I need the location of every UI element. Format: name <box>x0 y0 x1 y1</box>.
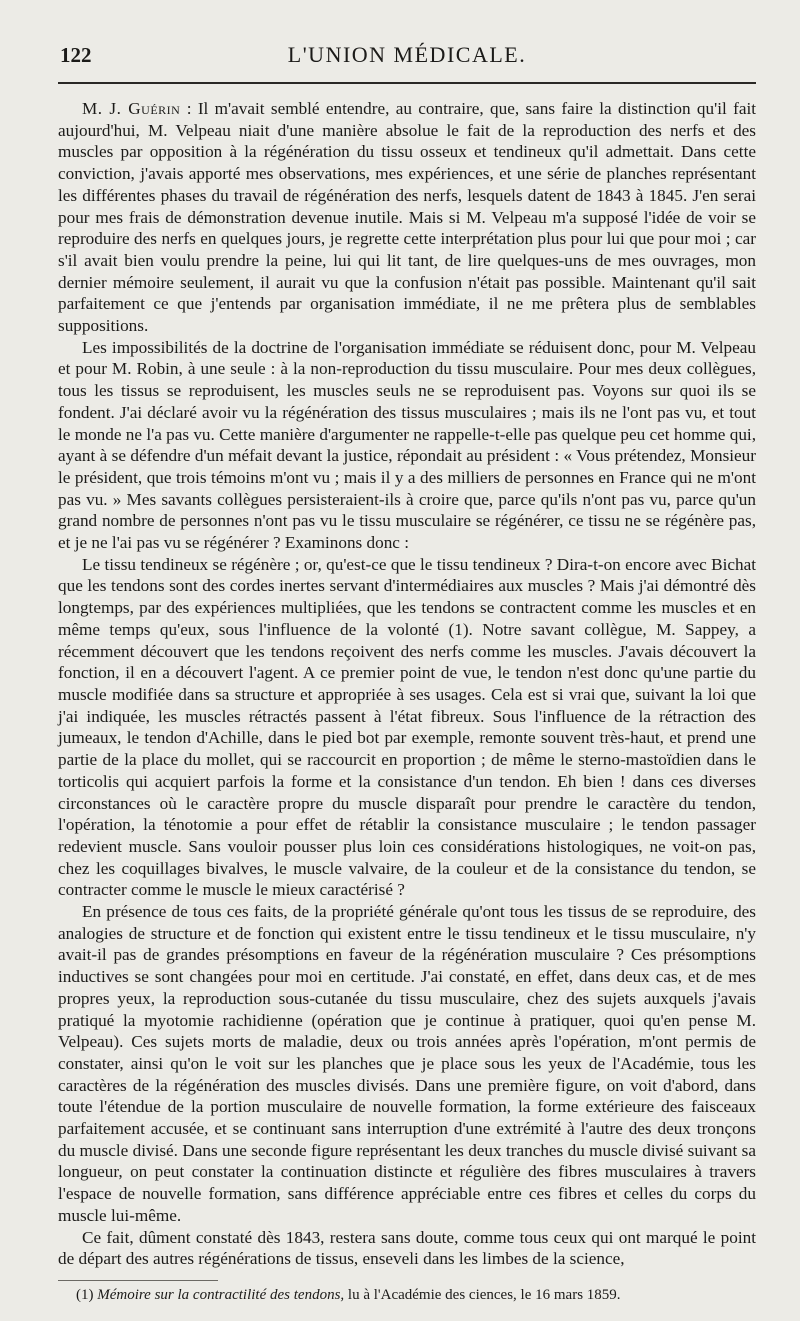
footnote-separator <box>58 1280 621 1304</box>
paragraph-tendon-tissue <box>58 554 756 901</box>
page-number: 122 <box>60 43 92 67</box>
page-header <box>58 42 756 84</box>
paragraph-text: Le tissu tendineux se régénère ; or, qu'est-ce que le tissu tendineux ? Dira-t-on encore avec Bichat que les tendons sont des cordes inertes servant d'intermédiaires aux muscles ? Mais j'ai démontré dès longtemps, par des expériences multipliées, que les tendons se contractent comme les muscles et en même temps qu'eux, sous l'influence de la volonté <box>58 554 756 639</box>
paragraph-text: : Il m'avait semblé entendre, au contraire, que, sans faire la distinction qu'il fait aujourd'hui, M. Velpeau niait d'une manière absolue le fait de la reproduction des nerfs et des muscles par opposition à la régénération du tissu osseux et tendineux qu'il admettait. Dans cette conviction, j'avais apporté mes observations, mes expériences, et une série de planches représentant les différentes phases du travail de régénération des nerfs, lesquels datent de 1843 à 1845. J'en serai pour mes frais de démonstration devenue inutile. Mais si M. Velpeau m'a supposé l'idée de voir se reproduire des nerfs en quelques jours, je regrette cette interprétation plus pour lui que pour moi ; car s'il avait bien voulu prendre la peine, lui qui lit tant, de lire quelques-uns de mes ouvrages, mon dernier mémoire seulement, il aurait vu que la confusion n'était pas possible. Maintenant qu'il sait parfaitement ce que j'entends par organisation immédiate, il ne me prêtera plus de semblables suppositions. <box>58 99 757 336</box>
paragraph-conclusion: Ce fait, dûment constaté dès 1843, restera sans doute, comme tous ceux qui ont marqué le point de départ des autres régénérations de tissus, enseveli dans les limbes de la science, <box>58 1227 756 1269</box>
paragraph-muscle-regeneration: En présence de tous ces faits, de la propriété générale qu'ont tous les tissus de se reproduire, des analogies de structure et de fonction qui existent entre le tissu tendineux et le tissu musculaire, n'y avait-il pas de grandes présomptions en faveur de la régénération musculaire ? Ces présomptions inductives se sont changées pour moi en certitude. J'ai constaté, en effet, dans deux cas, et de mes propres yeux, la reproduction sous-cutanée du tissu musculaire, chez des sujets auxquels j'avais pratiqué la myotomie rachidienne (opération que je continue à pratiquer, quoi qu'en pense M. Velpeau). Ces sujets morts de maladie, deux ou trois années après l'opération, m'ont permis de constater, ainsi qu'on le voit sur les planches que je place sous les yeux de l'Académie, tous les caractères de la régénération des muscles divisés. Dans une première figure, on voit d'abord, dans toute l'étendue de la portion musculaire de nouvelle formation, la forme extérieure des faisceaux parfaitement accusée, et se continuant sans interruption d'une extrémité à l'autre des deux tronçons du muscle divisé. Dans une seconde figure représentant les deux tranches du muscle divisé suivant sa longueur, on peut constater la continuation distincte et régulière des fibres musculaires à travers l'espace de nouvelle formation, sans différence appréciable entre ces fibres et celles du corps du muscle lui-même. <box>58 902 756 1225</box>
paragraph-impossibilities: Les impossibilités de la doctrine de l'organisation immédiate se réduisent donc, pour M. Velpeau et pour M. Robin, à une seule : à la non-reproduction du tissu musculaire. Pour mes deux collègues, tous les tissus se reproduisent, les muscles seuls ne se reproduisent pas. Voyons sur quoi ils se fondent. J'ai déclaré avoir vu la régénération des tissus musculaires ; mais ils ne l'ont pas vu, et tout le monde ne l'a pas vu. Cette manière d'argumenter ne rappelle-t-elle pas quelque peu cet homme qui, ayant à se défendre d'un méfait devant la justice, répondait au président : « Vous prétendez, Monsieur le président, que trois témoins m'ont vu ; mais il y a des milliers de personnes en France qui ne m'ont pas vu. » Mes savants collègues persisteraient-ils à croire que, parce qu'ils n'ont pas vu, parce qu'un grand nombre de personnes n'ont pas vu le tissu musculaire se régénérer, ce tissu ne se régénère pas, et je ne l'ai pas vu se régénérer ? Examinons donc : <box>58 337 756 553</box>
paragraph-text: . Notre savant collègue, M. Sappey, a récemment découvert que les tendons reçoivent des nerfs comme les muscles. J'avais découvert la fonction, il en a découvert l'agent. A ce premier point de vue, le tendon n'est donc qu'une partie du muscle modifiée dans sa structure et appropriée à ses usages. Cela est si vrai que, suivant la loi que j'ai indiquée, les muscles rétractés passent à l'état fibreux. Sous l'influence de la rétraction des jumeaux, le tendon d'Achille, dans le pied bot par exemple, remonte souvent très-haut, et prend une partie de la place du mollet, qui se raccourcit en proportion ; de même le sterno-mastoïdien dans le torticolis qui acquiert parfois la forme et la consistance d'un tendon. Eh bien ! dans ces diverses circonstances où le caractère propre du muscle disparaît pour prendre le caractère du tendon, l'opération, la ténotomie a pour effet de rétablir la consistance musculaire ; le tendon passager redevient muscle. Sans vouloir pousser plus loin ces considérations histologiques, ne voit-on pas, chez les coquillages bivalves, le muscle valvaire, de la couleur et de la consistance du tendon, se contracter comme le muscle le mieux caractérisé ? <box>58 619 756 900</box>
footnote-reference: (1) <box>448 619 469 639</box>
running-title: L'UNION MÉDICALE. <box>287 42 527 67</box>
footnote <box>58 1287 776 1304</box>
article-body <box>58 98 756 1270</box>
footnote-title: Mémoire sur la contractilité des tendons, <box>97 1286 345 1303</box>
speaker-name: M. J. Guérin <box>82 99 181 118</box>
paragraph-guerin-reply <box>58 98 756 337</box>
footnote-text: lu à l'Académie des ciences, le 16 mars 1859. <box>344 1286 621 1303</box>
footnote-marker: (1) <box>76 1286 94 1303</box>
